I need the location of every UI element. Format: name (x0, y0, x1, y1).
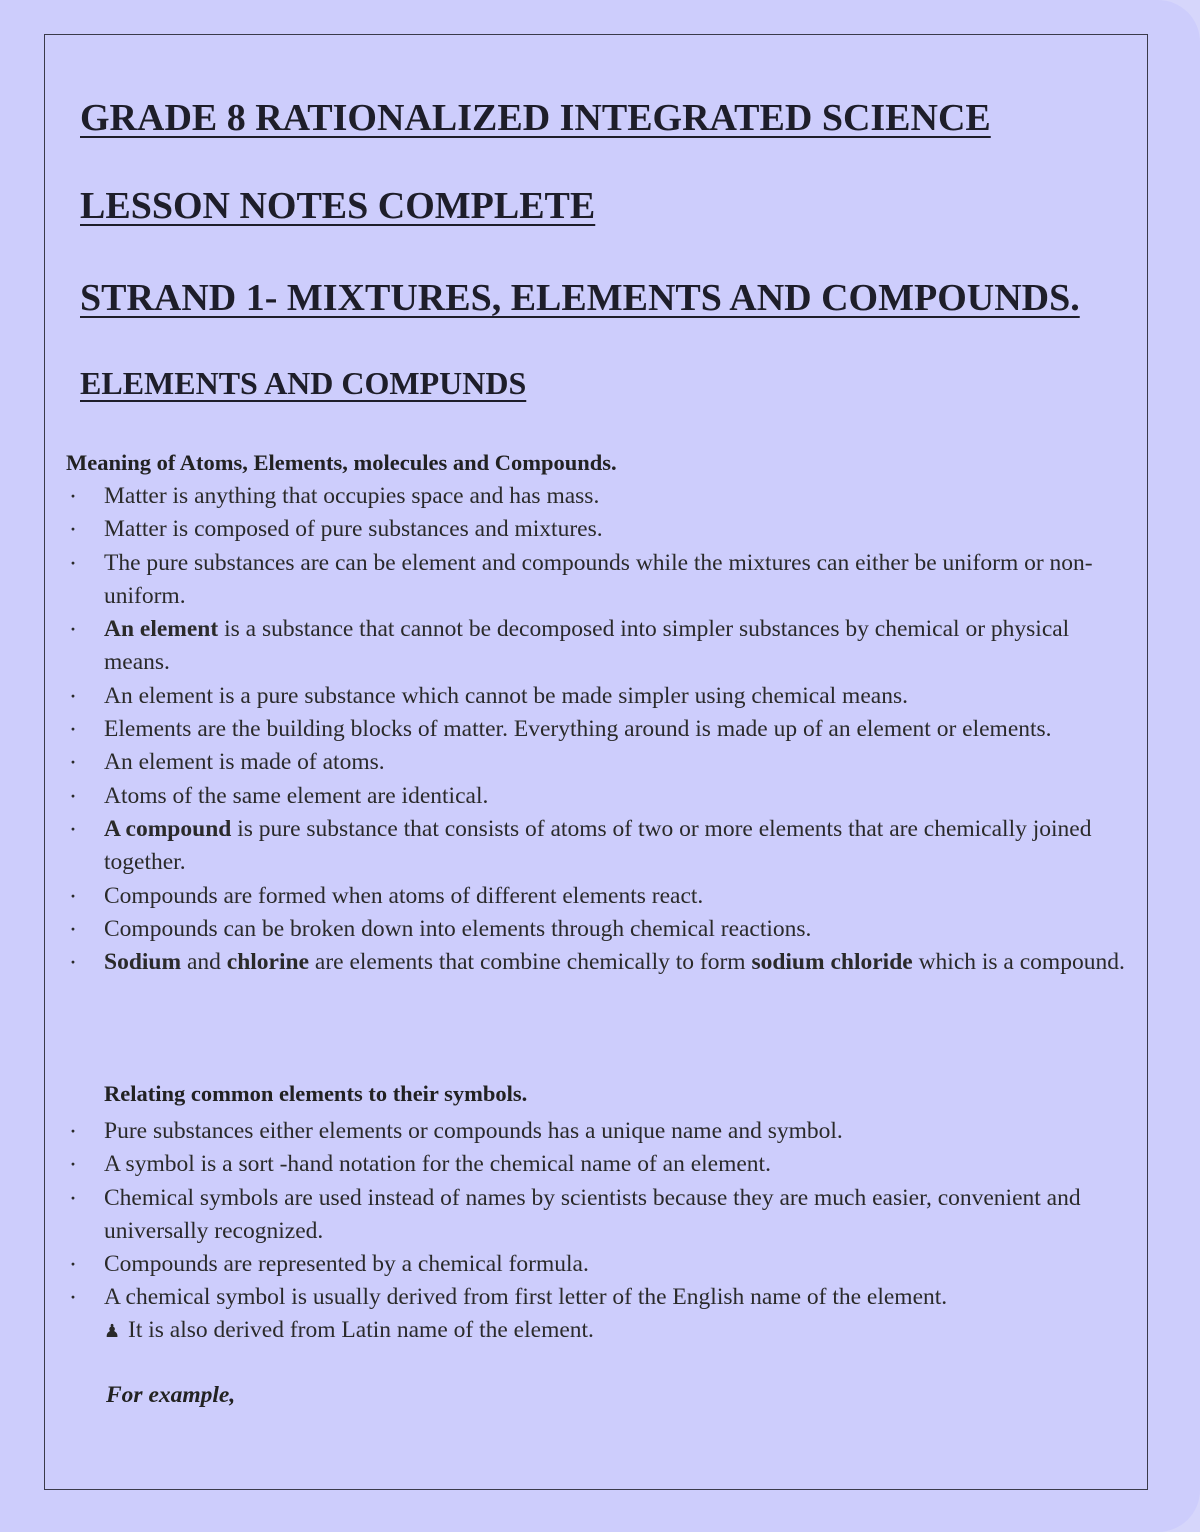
list-item (66, 813, 1126, 880)
item-text: A symbol is a sort -hand notation for the chemical name of an element. (104, 1151, 771, 1178)
list-item (66, 946, 1126, 979)
list-item (66, 746, 1126, 779)
bullet-icon: · (70, 1187, 77, 1208)
section2-bullet-list (66, 1115, 1126, 1315)
bold-term: An element (104, 616, 219, 643)
item-text: Atoms of the same element are identical. (104, 782, 489, 809)
item-text: Elements are the building blocks of matter. Everything around is made up of an element or elements. (104, 716, 1052, 743)
bold-term: chlorine (226, 949, 310, 976)
list-item (66, 680, 1126, 713)
list-item (66, 713, 1126, 746)
bullet-icon: · (70, 918, 77, 939)
item-text: Pure substances either elements or compounds has a unique name and symbol. (104, 1118, 843, 1144)
bullet-icon: · (70, 619, 77, 640)
example-label: For example, (106, 1382, 236, 1408)
bullet-icon: · (70, 486, 77, 506)
person-silhouette-icon: ♟ (104, 1321, 121, 1341)
bullet-icon: · (70, 1154, 77, 1175)
item-text: is a substance that cannot be decomposed into simpler substances by chemical or physical means. (104, 616, 1070, 676)
bullet-icon: · (70, 752, 77, 773)
bullet-icon: · (70, 885, 77, 906)
sub-bullet-item (104, 1314, 594, 1348)
list-item (66, 1182, 1126, 1249)
item-text: Compounds are represented by a chemical formula. (104, 1251, 589, 1278)
title-line-1: GRADE 8 RATIONALIZED INTEGRATED SCIENCE (80, 97, 991, 139)
section-title-symbols: Relating common elements to their symbols. (104, 1081, 528, 1106)
list-item (66, 880, 1126, 913)
item-text: Matter is composed of pure substances and mixtures. (104, 516, 603, 543)
list-item (66, 1115, 1126, 1148)
list-item (66, 1248, 1126, 1281)
bold-term: Sodium (104, 949, 182, 976)
item-text: and (181, 949, 227, 976)
bullet-icon: · (70, 818, 77, 839)
list-item (66, 1281, 1126, 1314)
list-item (66, 547, 1126, 614)
list-item (66, 1148, 1126, 1181)
section1-bullet-list (66, 480, 1126, 979)
bullet-icon: · (70, 685, 77, 706)
section-title-meaning: Meaning of Atoms, Elements, molecules and Compounds. (66, 450, 617, 475)
item-text: A chemical symbol is usually derived from first letter of the English name of the element. (104, 1284, 948, 1311)
list-item (66, 513, 1126, 546)
item-text: An element is made of atoms. (104, 749, 385, 776)
bullet-icon: · (70, 952, 77, 973)
list-item (66, 480, 1126, 513)
bullet-icon: · (70, 519, 77, 540)
strand-heading: STRAND 1- MIXTURES, ELEMENTS AND COMPOUNDS. (80, 277, 1080, 319)
item-text: The pure substances are can be element and compounds while the mixtures can either be uniform or non-uniform. (104, 549, 1093, 609)
item-text: An element is a pure substance which cannot be made simpler using chemical means. (104, 682, 908, 709)
list-item (66, 613, 1126, 680)
item-text: Compounds are formed when atoms of different elements react. (104, 882, 704, 909)
bullet-icon: · (70, 552, 77, 573)
item-text: Chemical symbols are used instead of names by scientists because they are much easier, convenient and universally recognized. (104, 1184, 1081, 1244)
item-text: Matter is anything that occupies space and has mass. (104, 483, 600, 509)
bullet-icon: · (70, 1121, 77, 1141)
item-text: Compounds can be broken down into elements through chemical reactions. (104, 915, 812, 942)
list-item (66, 913, 1126, 946)
bold-term: A compound (104, 815, 232, 842)
bullet-icon: · (70, 1254, 77, 1275)
item-text: are elements that combine chemically to form (309, 949, 752, 976)
item-text: is pure substance that consists of atoms of two or more elements that are chemically joined together. (104, 815, 1092, 876)
title-line-2: LESSON NOTES COMPLETE (80, 185, 596, 227)
bold-term: sodium chloride (751, 949, 913, 976)
bullet-icon: · (70, 1287, 77, 1308)
topic-heading: ELEMENTS AND COMPUNDS (80, 365, 527, 401)
list-item (66, 780, 1126, 813)
sub-bullet-text: It is also derived from Latin name of the element. (128, 1317, 594, 1343)
bullet-icon: · (70, 719, 77, 740)
bullet-icon: · (70, 785, 77, 806)
item-text: which is a compound. (912, 949, 1125, 976)
